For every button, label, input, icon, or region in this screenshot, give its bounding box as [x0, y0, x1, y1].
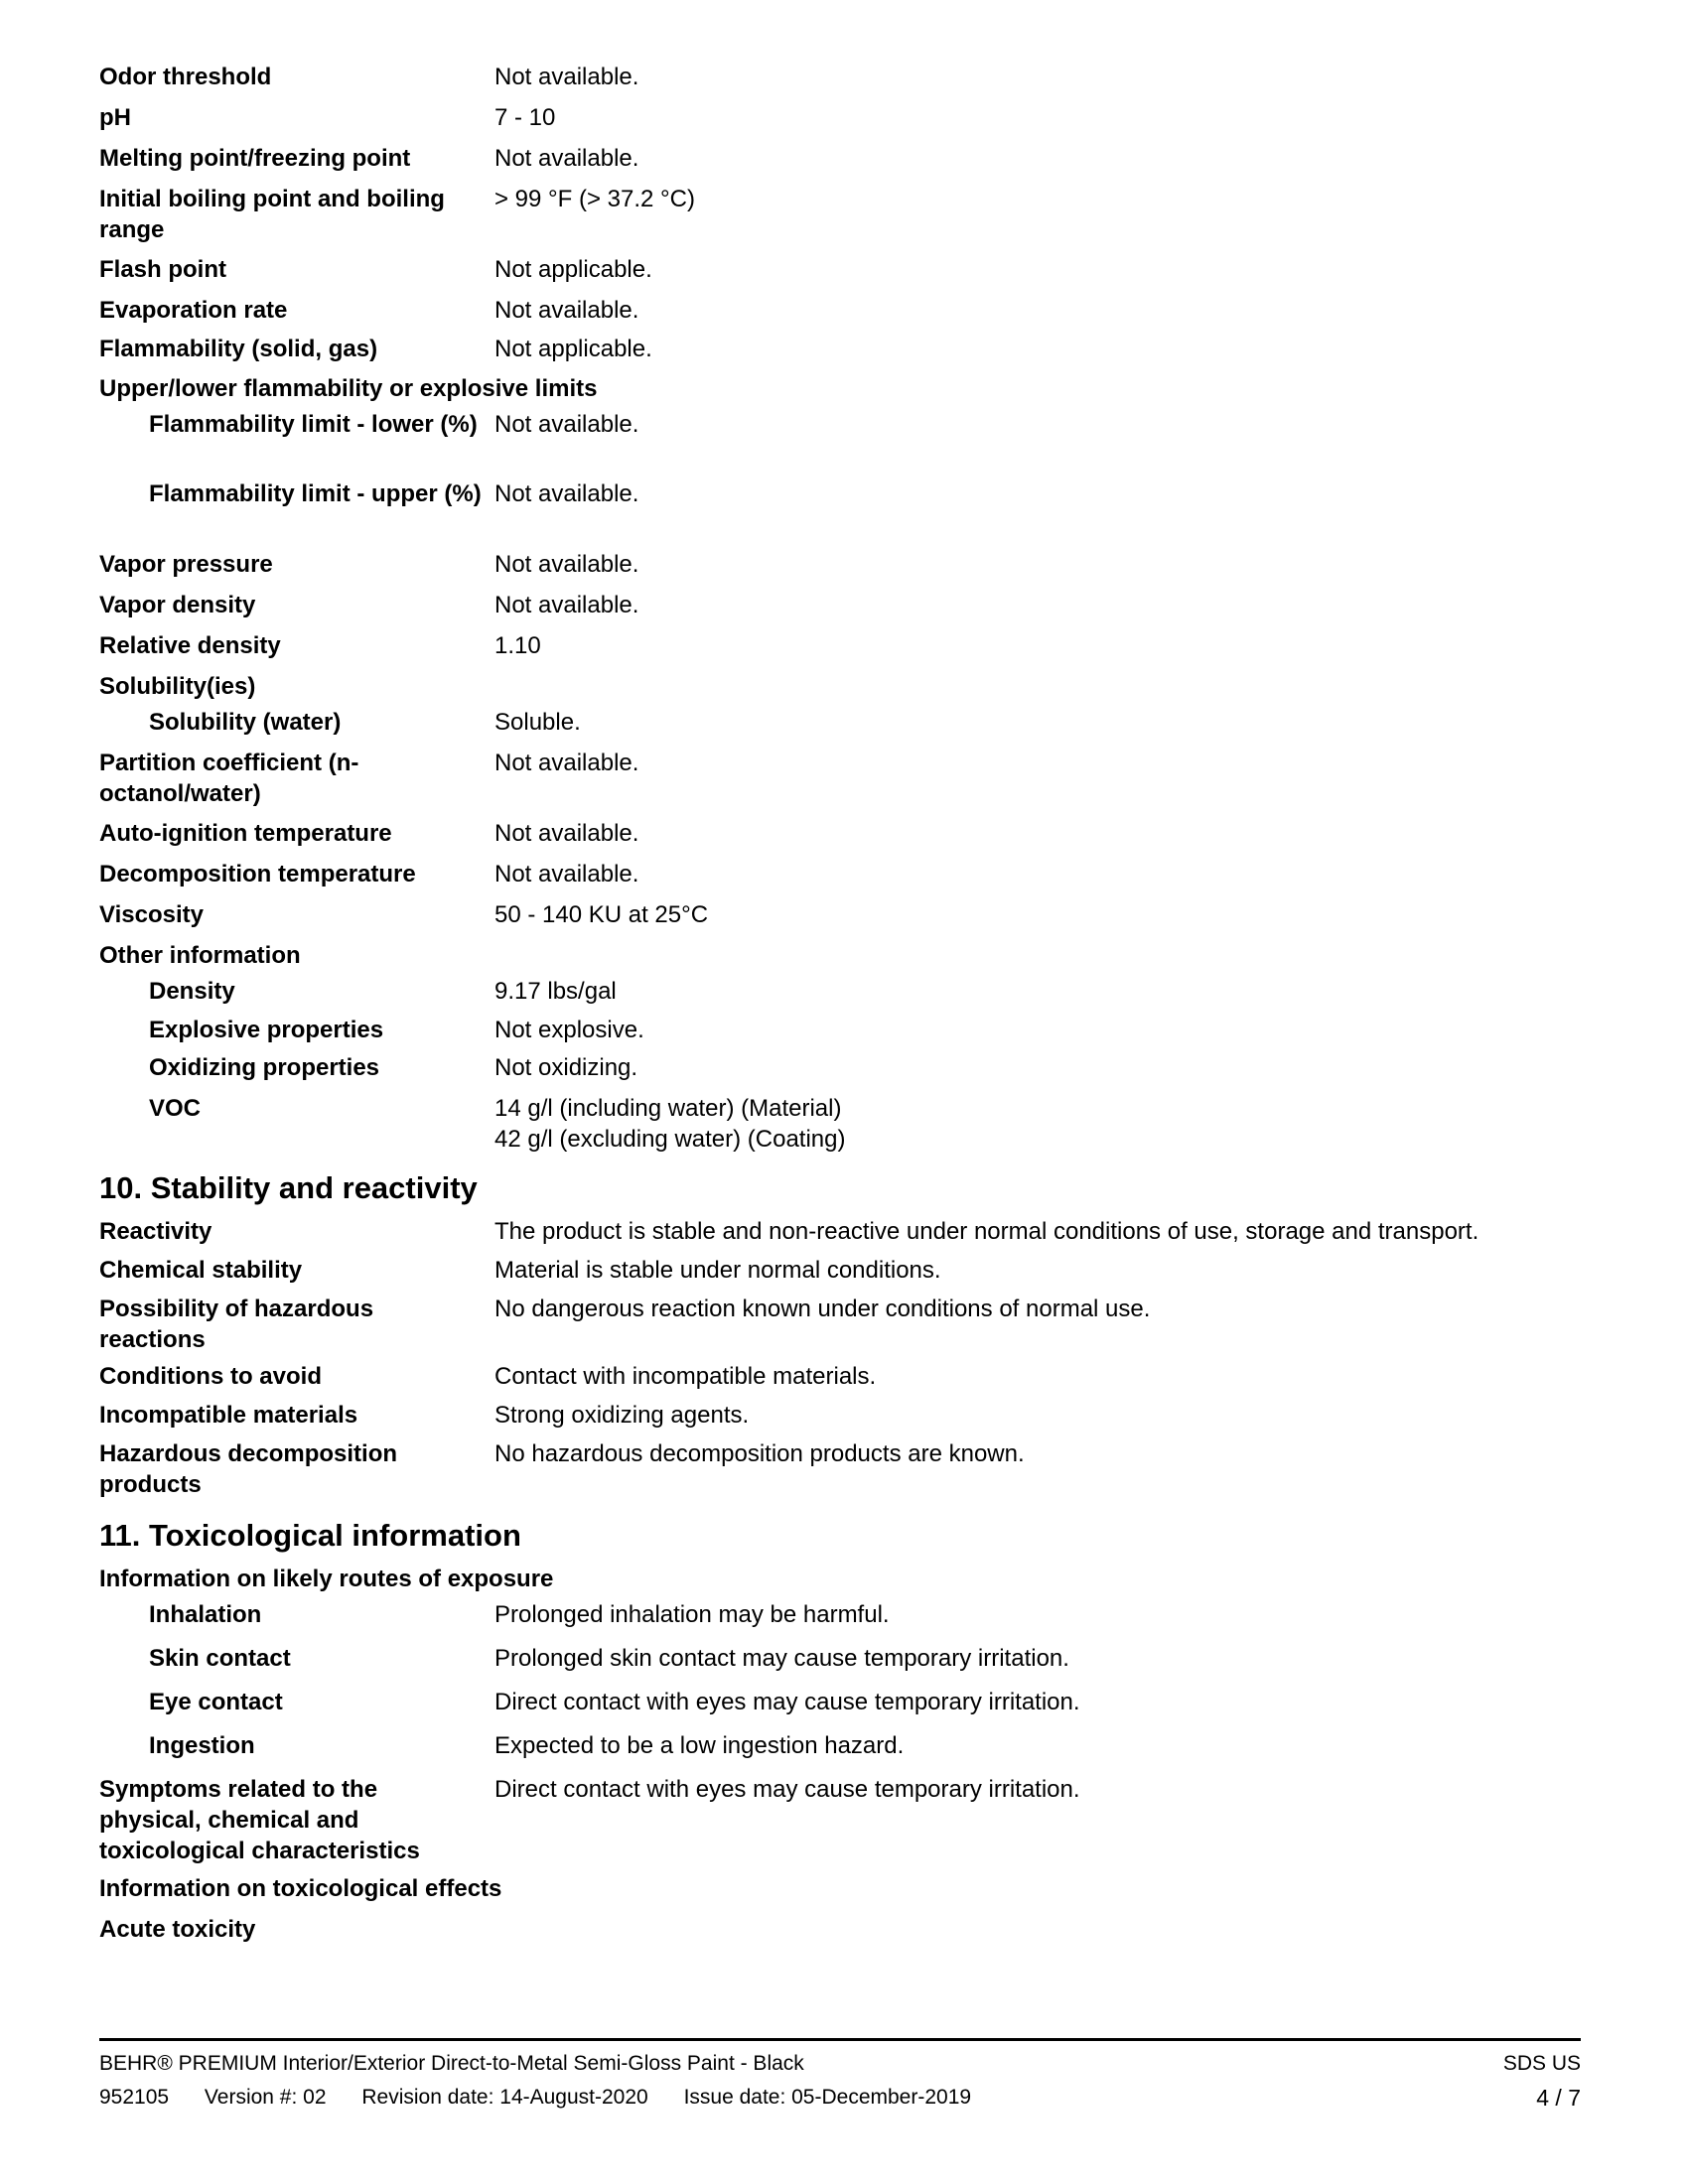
property-label: Flash point — [99, 256, 226, 283]
property-label: pH — [99, 104, 131, 131]
property-value: Not available. — [494, 411, 639, 438]
footer-issue-date: Issue date: 05-December-2019 — [683, 2086, 972, 2109]
other-information-heading: Other information — [99, 942, 301, 969]
routes-of-exposure-heading: Information on likely routes of exposure — [99, 1566, 554, 1592]
property-label: Hazardous decomposition products — [99, 1440, 398, 1498]
property-value: Not available. — [494, 297, 639, 324]
property-value: 7 - 10 — [494, 104, 556, 131]
property-value: Prolonged skin contact may cause temporary irritation. — [494, 1645, 1069, 1672]
toxicological-effects-heading: Information on toxicological effects — [99, 1875, 502, 1902]
property-row-melting-point — [99, 143, 1589, 174]
incompatible-materials-row — [99, 1400, 1589, 1431]
property-row-vapor-density — [99, 590, 1589, 620]
property-row-decomposition-temperature — [99, 859, 1589, 889]
property-label: Possibility of hazardous reactions — [99, 1296, 374, 1353]
footer-product-name: BEHR® PREMIUM Interior/Exterior Direct-to-Metal Semi-Gloss Paint - Black — [99, 2052, 804, 2075]
property-label: Vapor density — [99, 592, 256, 618]
property-row-odor-threshold — [99, 62, 638, 92]
property-row-solubility-water — [99, 707, 1589, 738]
property-row-flammability-upper — [99, 478, 1589, 509]
property-value: 9.17 lbs/gal — [494, 978, 617, 1005]
property-label: Melting point/freezing point — [99, 145, 411, 172]
property-value: Not available. — [494, 64, 639, 90]
property-value: Direct contact with eyes may cause temporary irritation. — [494, 1689, 1080, 1715]
property-label: Explosive properties — [149, 1017, 384, 1043]
property-value: > 99 °F (> 37.2 °C) — [494, 186, 695, 212]
property-row-ph — [99, 102, 1589, 133]
voc-value-material: 14 g/l (including water) (Material) — [494, 1095, 842, 1122]
conditions-to-avoid-row — [99, 1361, 1589, 1392]
property-row-voc — [99, 1093, 1589, 1155]
section-11-title: 11. Toxicological information — [99, 1518, 521, 1553]
property-row-oxidizing-properties — [99, 1052, 1589, 1083]
inhalation-row — [99, 1599, 1589, 1630]
solubility-heading: Solubility(ies) — [99, 673, 256, 700]
hazardous-reactions-row — [99, 1294, 1589, 1355]
property-value: Not available. — [494, 480, 639, 507]
section-10-title: 10. Stability and reactivity — [99, 1170, 478, 1205]
property-label: Evaporation rate — [99, 297, 288, 324]
property-value — [494, 1093, 1589, 1155]
property-value: Strong oxidizing agents. — [494, 1402, 750, 1429]
property-row-partition-coefficient — [99, 748, 1589, 809]
footer-page-number: 4 / 7 — [1536, 2085, 1581, 2111]
property-value: 1.10 — [494, 632, 541, 659]
property-value: Not applicable. — [494, 256, 652, 283]
property-label: Oxidizing properties — [149, 1054, 380, 1081]
property-row-explosive-properties — [99, 1015, 1589, 1045]
upper-lower-limits-heading: Upper/lower flammability or explosive limits — [99, 375, 598, 402]
footer-revision-date: Revision date: 14-August-2020 — [361, 2086, 648, 2109]
page-footer — [99, 2038, 1581, 2115]
property-value: Not oxidizing. — [494, 1054, 638, 1081]
property-label: Odor threshold — [99, 64, 272, 90]
property-value: Not available. — [494, 551, 639, 578]
property-label: Decomposition temperature — [99, 861, 416, 887]
property-label: VOC — [149, 1095, 202, 1122]
property-value: The product is stable and non-reactive under normal conditions of use, storage and transport. — [494, 1218, 1479, 1245]
reactivity-row — [99, 1216, 1589, 1247]
property-row-evaporation-rate — [99, 295, 1589, 326]
property-row-vapor-pressure — [99, 549, 1589, 580]
acute-toxicity-heading: Acute toxicity — [99, 1916, 256, 1943]
footer-row-product — [99, 2047, 1581, 2081]
property-value: Prolonged inhalation may be harmful. — [494, 1601, 890, 1628]
property-label: Symptoms related to the physical, chemical and toxicological characteristics — [99, 1776, 420, 1864]
property-row-relative-density — [99, 630, 1589, 661]
symptoms-row — [99, 1774, 1589, 1866]
property-value: No dangerous reaction known under conditions of normal use. — [494, 1296, 1151, 1322]
voc-value-coating: 42 g/l (excluding water) (Coating) — [494, 1126, 846, 1153]
property-label: Flammability limit - upper (%) — [149, 480, 482, 507]
property-label: Skin contact — [149, 1645, 291, 1672]
property-value: Not available. — [494, 861, 639, 887]
property-row-flammability-lower — [99, 409, 1589, 440]
property-label: Incompatible materials — [99, 1402, 358, 1429]
property-value: Soluble. — [494, 709, 581, 736]
property-value: Expected to be a low ingestion hazard. — [494, 1732, 905, 1759]
footer-doc-type: SDS US — [1502, 2052, 1581, 2075]
property-label: Eye contact — [149, 1689, 283, 1715]
property-label: Flammability (solid, gas) — [99, 336, 378, 362]
property-value: 50 - 140 KU at 25°C — [494, 901, 709, 928]
property-row-flash-point — [99, 254, 1589, 285]
property-row-density — [99, 976, 1589, 1007]
property-value: Not available. — [494, 592, 639, 618]
property-value: Not explosive. — [494, 1017, 644, 1043]
property-label: Flammability limit - lower (%) — [149, 411, 478, 438]
property-value: Not available. — [494, 750, 639, 776]
footer-row-meta — [99, 2081, 1581, 2115]
eye-contact-row — [99, 1687, 1589, 1717]
property-value: Not applicable. — [494, 336, 652, 362]
property-value: Not available. — [494, 820, 639, 847]
property-label: Solubility (water) — [149, 709, 342, 736]
property-value: No hazardous decomposition products are known. — [494, 1440, 1025, 1467]
property-label: Vapor pressure — [99, 551, 273, 578]
property-value: Contact with incompatible materials. — [494, 1363, 877, 1390]
property-label: Initial boiling point and boiling range — [99, 186, 445, 243]
property-label: Partition coefficient (n-octanol/water) — [99, 750, 359, 807]
skin-contact-row — [99, 1643, 1589, 1674]
footer-version: Version #: 02 — [204, 2086, 327, 2109]
footer-meta — [99, 2081, 1001, 2115]
property-row-flammability — [99, 334, 1589, 364]
property-row-boiling-point — [99, 184, 1589, 245]
property-label: Density — [149, 978, 235, 1005]
property-label: Chemical stability — [99, 1257, 303, 1284]
property-label: Ingestion — [149, 1732, 255, 1759]
property-label: Inhalation — [149, 1601, 262, 1628]
property-row-auto-ignition — [99, 818, 1589, 849]
property-label: Conditions to avoid — [99, 1363, 322, 1390]
property-value: Direct contact with eyes may cause temporary irritation. — [494, 1776, 1080, 1803]
chemical-stability-row — [99, 1255, 1589, 1286]
property-value: Material is stable under normal conditions. — [494, 1257, 941, 1284]
property-row-viscosity — [99, 899, 1589, 930]
hazardous-decomposition-row — [99, 1438, 1589, 1500]
property-label: Relative density — [99, 632, 281, 659]
property-label: Auto-ignition temperature — [99, 820, 392, 847]
property-label: Reactivity — [99, 1218, 212, 1245]
property-label: Viscosity — [99, 901, 204, 928]
ingestion-row — [99, 1730, 1589, 1761]
property-value: Not available. — [494, 145, 639, 172]
footer-product-code: 952105 — [99, 2086, 170, 2109]
